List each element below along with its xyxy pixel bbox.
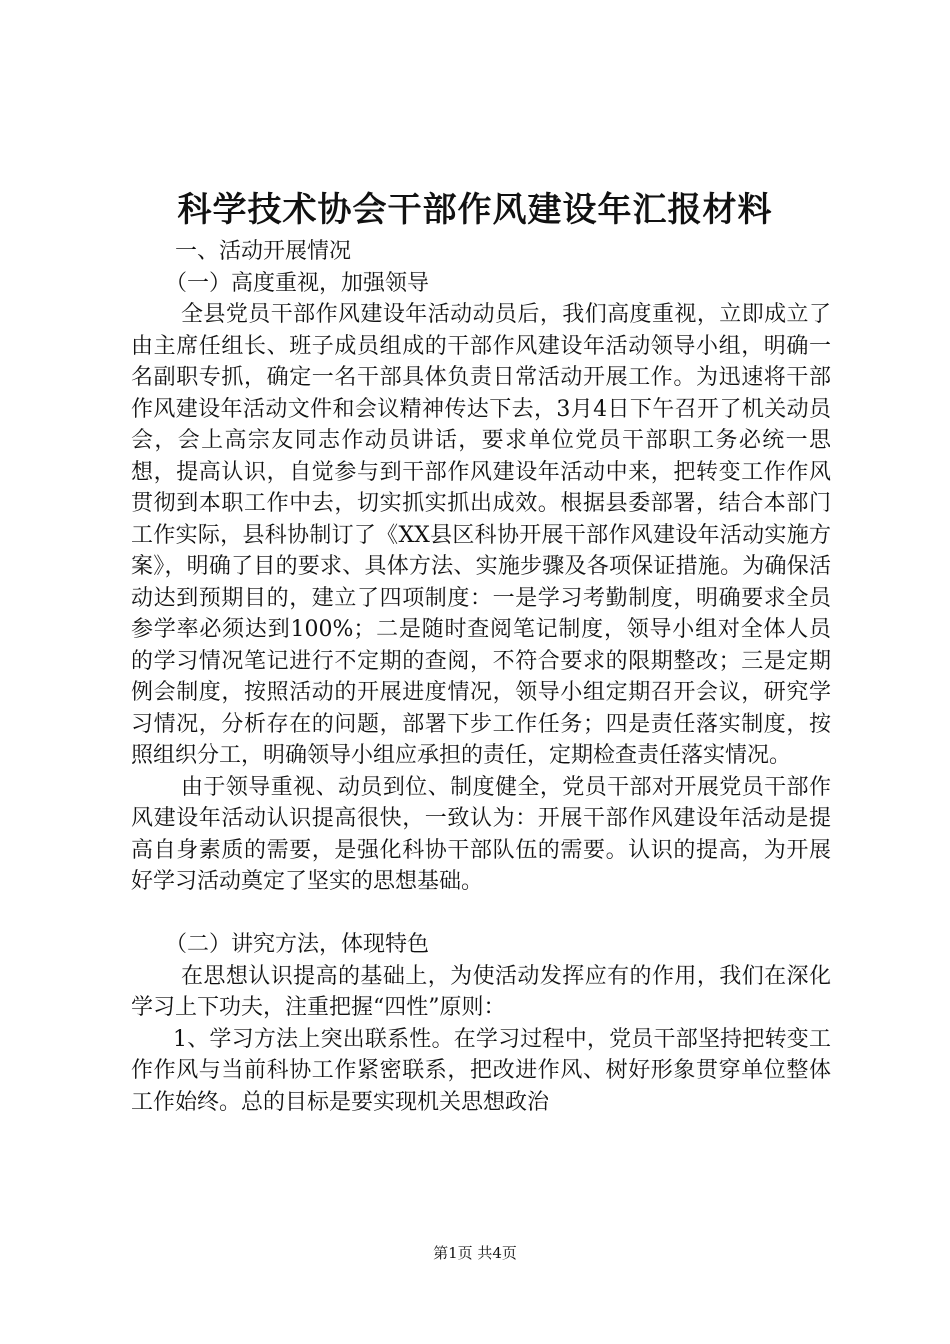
document-title: 科学技术协会干部作风建设年汇报材料 <box>177 190 773 230</box>
list-item-1: 1、学习方法上突出联系性。在学习过程中，党员干部坚持把转变工作作风与当前科协工作紧密联系，把改进作风、树好形象贯穿单位整体工作始终。总的目标是要实现机关思想政治 <box>131 1026 831 1115</box>
subsection-heading-1: （一）高度重视，加强领导 <box>165 270 430 296</box>
paragraph-1: 全县党员干部作风建设年活动动员后，我们高度重视，立即成立了由主席任组长、班子成员组成的干部作风建设年活动领导小组，明确一名副职专抓，确定一名干部具体负责日常活动开展工作。为迅速将干部作风建设年活动文件和会议精神传达下去，3月4日下午召开了机关动员会，会上高宗友同志作动员讲话，要求单位党员干部职工务必统一思想，提高认识，自觉参与到干部作风建设年活动中来，把转变工作作风贯彻到本职工作中去，切实抓实抓出成效。根据县委部署，结合本部门工作实际，县科协制订了《XX县区科协开展干部作风建设年活动实施方案》，明确了目的要求、具体方法、实施步骤及各项保证措施。为确保活动达到预期目的，建立了四项制度：一是学习考勤制度，明确要求全员参学率必须达到100%；二是随时查阅笔记制度，领导小组对全体人员的学习情况笔记进行不定期的查阅，不符合要求的限期整改；三是定期例会制度，按照活动的开展进度情况，领导小组定期召开会议，研究学习情况，分析存在的问题，部署下步工作任务；四是责任落实制度，按照组织分工，明确领导小组应承担的责任，定期检查责任落实情况。 <box>131 302 831 768</box>
paragraph-spacer <box>131 898 831 930</box>
subsection-heading-2: （二）讲究方法，体现特色 <box>165 932 430 957</box>
paragraph-2: 由于领导重视、动员到位、制度健全，党员干部对开展党员干部作风建设年活动认识提高很快，一致认为：开展干部作风建设年活动是提高自身素质的需要，是强化科协干部队伍的需要。认识的提高，为开展好学习活动奠定了坚实的思想基础。 <box>131 774 831 894</box>
section-heading-1: 一、活动开展情况 <box>175 239 352 264</box>
document-body <box>131 236 831 1118</box>
paragraph-3: 在思想认识提高的基础上，为使活动发挥应有的作用，我们在深化学习上下功夫，注重把握“四性”原则： <box>131 963 831 1020</box>
page-number-footer: 第1页 共4页 <box>433 1244 517 1262</box>
